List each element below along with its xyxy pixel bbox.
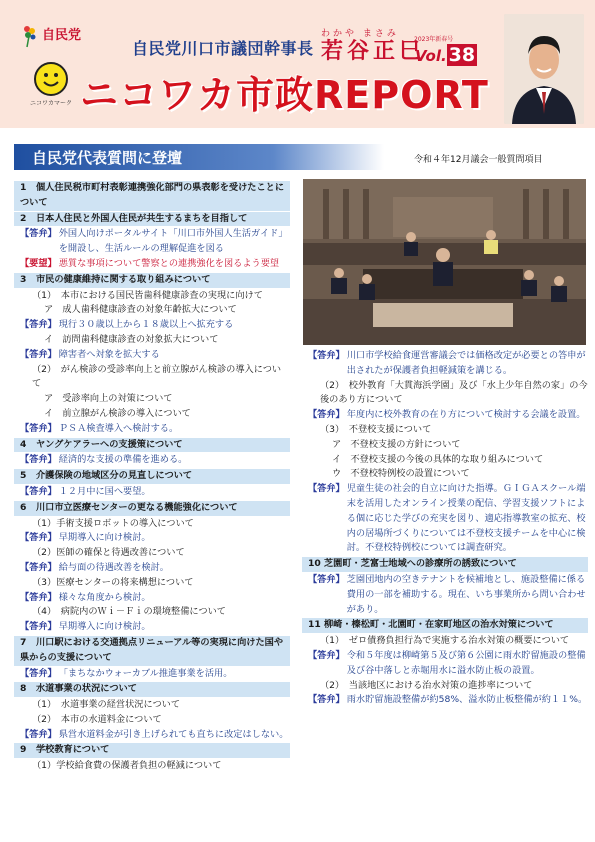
party-logo-icon xyxy=(22,24,38,48)
answer-item xyxy=(302,649,588,679)
answer-tag: 【答弁】 xyxy=(20,319,57,331)
answer-text: 経済的な支援の準備を進める。 xyxy=(58,454,188,466)
sub-question: （1）学校給食費の保護者負担の軽減について xyxy=(32,760,222,772)
answer-text: 雨水貯留施設整備が約58%、溢水防止板整備が約１１%。 xyxy=(346,694,588,706)
sub-question: （1） ゼロ債務負担行為で実施する治水対策の概要について xyxy=(320,635,570,647)
answer-item xyxy=(14,318,290,333)
answer-item xyxy=(14,227,290,257)
question-heading-text: 介護保険の地域区分の見直しについて xyxy=(36,470,193,482)
answer-text: 年度内に校外教育の在り方について検討する会議を設置。 xyxy=(346,409,586,421)
request-item xyxy=(14,257,290,272)
sub-question: （1） 本市における国民皆歯科健康診査の実現に向けて xyxy=(32,289,263,301)
question-number: 8 xyxy=(20,683,27,695)
answer-tag: 【答弁】 xyxy=(20,454,57,466)
answer-tag: 【答弁】 xyxy=(20,728,57,740)
question-heading-text: 学校教育について xyxy=(36,744,110,756)
nikowaka-mascot-icon xyxy=(34,62,68,96)
answer-text: 現行３０歳以上から１８歳以上へ拡充する xyxy=(58,319,234,331)
answer-tag: 【答弁】 xyxy=(20,667,57,679)
question-heading-text: 個人住民税市町村表彰連携強化部門の県表彰を受けたことについて xyxy=(20,182,285,208)
sub-question: ア 不登校支援の方針について xyxy=(332,438,461,450)
sub-question: （3） 不登校支援について xyxy=(320,423,432,435)
question-heading xyxy=(14,469,290,484)
answer-item xyxy=(14,453,290,468)
answer-tag: 【答弁】 xyxy=(308,649,345,661)
question-heading xyxy=(302,557,588,572)
answer-text: 障害者へ対象を拡大する xyxy=(58,348,160,360)
sub-question: イ 訪問歯科健康診査の対象拡大について xyxy=(44,333,219,345)
sub-question: （2） 校外教育「大貫海浜学園」及び「水上少年自然の家」の今後のあり方について xyxy=(320,379,588,406)
section-date: 令和４年12月議会一般質問項目 xyxy=(414,155,543,165)
right-question-column xyxy=(302,349,588,708)
sub-question: ア 成人歯科健康診査の対象年齢拡大について xyxy=(44,304,237,316)
question-number: 10 xyxy=(308,558,321,570)
question-number: 9 xyxy=(20,744,27,756)
answer-text: 悪質な事項について警察との連携強化を図るよう要望 xyxy=(58,257,280,269)
sub-question: イ 前立腺がん検診の導入について xyxy=(44,407,191,419)
question-number: 1 xyxy=(20,182,27,193)
question-heading xyxy=(14,181,290,211)
answer-text: 県営水道料金が引き上げられても直ちに改定はしない。 xyxy=(58,728,289,740)
sub-question: （4） 病院内のＷｉ－Ｆｉの環境整備について xyxy=(32,606,226,618)
answer-tag: 【答弁】 xyxy=(20,591,57,603)
answer-text: 早期導入に向け検討。 xyxy=(58,621,151,633)
answer-item xyxy=(302,573,588,617)
sub-question: （2） 当該地区における治水対策の進捗率について xyxy=(320,679,533,691)
question-heading-text: 水道事業の状況について xyxy=(36,683,137,695)
answer-item xyxy=(302,482,588,556)
answer-tag: 【要望】 xyxy=(20,257,57,269)
answer-text: 令和５年度は柳崎第５及び第６公園に雨水貯留施設の整備及び谷中落しと赤堀用水に溢水防止板の設置。 xyxy=(346,649,586,676)
question-number: 5 xyxy=(20,470,27,482)
answer-text: 外国人向けポータルサイト「川口市外国人生活ガイド」を開設し、生活ルールの理解促進を図る xyxy=(58,228,288,255)
sub-question: ア 受診率向上の対策について xyxy=(44,393,173,405)
volume-badge xyxy=(415,44,477,66)
question-heading-text: 芝園町・芝富士地域への診療所の誘致について xyxy=(324,558,517,570)
question-number: 11 xyxy=(308,619,321,631)
newsletter-subtitle: 自民党川口市議団幹事長 xyxy=(132,39,314,58)
question-heading xyxy=(14,743,290,758)
left-question-column xyxy=(14,180,290,774)
answer-item xyxy=(14,667,290,682)
question-number: 7 xyxy=(20,636,27,648)
answer-item xyxy=(302,349,588,379)
sub-question: イ 不登校支援の今後の具体的な取り組みについて xyxy=(332,453,544,465)
assembly-photo xyxy=(303,179,586,345)
question-number: 4 xyxy=(20,438,27,450)
answer-tag: 【答弁】 xyxy=(308,573,345,585)
question-heading-text: 川口市立医療センターの更なる機能強化について xyxy=(36,501,238,513)
question-heading-text: 市民の健康維持に関する取り組みについて xyxy=(36,273,211,285)
sub-question: （2） 本市の水道料金について xyxy=(32,713,162,725)
answer-item xyxy=(14,348,290,363)
answer-text: 早期導入に向け検討。 xyxy=(58,532,151,544)
question-heading-text: 柳崎・榛松町・北園町・在家町地区の治水対策について xyxy=(324,619,554,631)
answer-tag: 【答弁】 xyxy=(308,483,345,495)
answer-tag: 【答弁】 xyxy=(20,621,57,633)
question-heading xyxy=(14,273,290,288)
header-divider xyxy=(0,128,595,134)
answer-item xyxy=(14,422,290,437)
answer-text: 川口市学校給食運営審議会では価格改定が必要との答申が出されたが保護者負担軽減策を講じる。 xyxy=(346,350,586,376)
answer-item xyxy=(302,408,588,423)
question-heading xyxy=(14,682,290,697)
answer-tag: 【答弁】 xyxy=(20,485,57,497)
question-heading-text: 川口駅における交通拠点リニューアル等の実現に向けた国や県からの支援について xyxy=(20,636,284,663)
question-number: 6 xyxy=(20,501,27,513)
name-ruby: わかや まさみ xyxy=(321,29,399,39)
answer-tag: 【答弁】 xyxy=(308,409,345,421)
question-heading xyxy=(302,618,588,633)
author-name: 若谷正巳 xyxy=(321,39,426,64)
answer-item xyxy=(14,591,290,606)
answer-item xyxy=(302,693,588,708)
question-heading xyxy=(14,636,290,666)
question-heading-text: ヤングケアラーへの支援策について xyxy=(36,438,183,450)
answer-tag: 【答弁】 xyxy=(20,422,57,434)
answer-text: 様々な角度から検討。 xyxy=(58,591,151,603)
answer-text: 給与面の待遇改善を検討。 xyxy=(58,561,169,573)
answer-item xyxy=(14,561,290,576)
answer-text: 児童生徒の社会的自立に向けた指導。ＧＩＧＡスクール端末を活用したオンライン授業の配信、学習支援ソフトによる個に応じた学びの充実を図り、適応指導教室の拡充、校内の居場所づくりについては不登校支援チームを中心に検討。不登校特例校については調査研究。 xyxy=(346,483,586,554)
question-heading xyxy=(14,438,290,453)
question-number: 3 xyxy=(20,273,27,285)
answer-text: １２月中に国へ要望。 xyxy=(58,485,151,497)
answer-tag: 【答弁】 xyxy=(20,532,57,544)
answer-item xyxy=(14,531,290,546)
answer-tag: 【答弁】 xyxy=(308,694,345,706)
mascot-caption: ニコワカマーク xyxy=(30,100,73,107)
question-heading xyxy=(14,501,290,516)
sub-question: （2）医師の確保と待遇改善について xyxy=(32,547,185,559)
answer-item xyxy=(14,620,290,635)
question-number: 2 xyxy=(20,212,27,224)
newsletter-title: ニコワカ市政REPORT xyxy=(80,73,489,117)
question-heading-text: 日本人住民と外国人住民が共生するまちを目指して xyxy=(36,212,248,224)
answer-tag: 【答弁】 xyxy=(308,350,345,361)
answer-text: 「まちなかウォーカブル推進事業を活用。 xyxy=(58,667,233,679)
answer-text: ＰＳＡ検査導入へ検討する。 xyxy=(58,422,179,434)
sub-question: （1） 水道事業の経営状況について xyxy=(32,699,181,711)
volume-number: 38 xyxy=(448,44,476,66)
answer-tag: 【答弁】 xyxy=(20,348,57,360)
answer-item xyxy=(14,728,290,743)
sub-question: （3）医療センターの将来構想について xyxy=(32,576,194,588)
volume-prefix: Vol. xyxy=(415,47,447,65)
sub-question: （1）手術支援ロボットの導入について xyxy=(32,517,194,529)
answer-tag: 【答弁】 xyxy=(20,228,57,240)
party-name: 自民党 xyxy=(42,28,82,43)
sub-question: ウ 不登校特例校の設置について xyxy=(332,468,470,480)
author-portrait xyxy=(504,14,584,124)
issue-label: 2023年新春号 xyxy=(414,36,454,43)
question-heading xyxy=(14,212,290,227)
answer-text: 芝園団地内の空きテナントを候補地とし、施設整備に係る費用の一部を補助する。現在、いち事業所から問い合わせがあり。 xyxy=(346,573,586,615)
sub-question: （2） がん検診の受診率向上と前立腺がん検診の導入について xyxy=(32,363,282,390)
section-title: 自民党代表質問に登壇 xyxy=(32,149,183,167)
answer-tag: 【答弁】 xyxy=(20,561,57,573)
answer-item xyxy=(14,485,290,500)
